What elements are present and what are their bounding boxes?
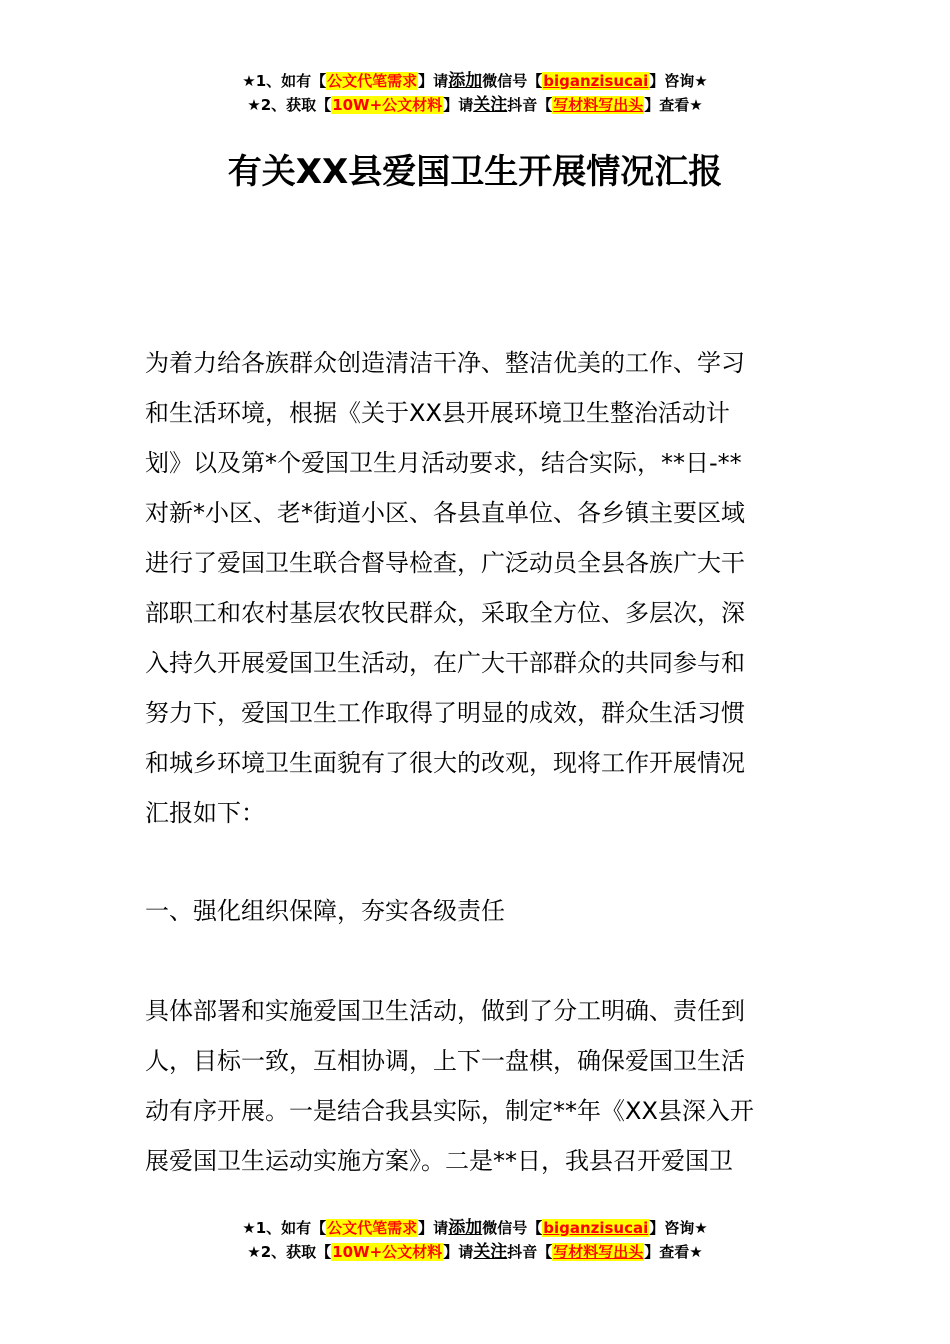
- banner-emphasis-follow: 关注: [473, 1242, 508, 1262]
- banner-highlight-materials: 10W+公文材料: [332, 1243, 443, 1261]
- banner-highlight-wechat-id: biganzisucai: [543, 1219, 649, 1237]
- banner-highlight-materials: 10W+公文材料: [332, 96, 443, 114]
- footer-banner: [0, 1216, 950, 1264]
- document-title: 有关XX县爱国卫生开展情况汇报: [227, 152, 723, 192]
- banner-highlight-douyin: 写材料写出头: [553, 96, 644, 114]
- intro-paragraph: 为着力给各族群众创造清洁干净、整洁优美的工作、学习 和生活环境，根据《关于XX县开展环境卫生整治活动计 划》以及第*个爱国卫生月活动要求，结合实际，**日-** 对新*小区、老*街道小区、各县直单位、各乡镇主要区域 进行了爱国卫生联合督导检查，广泛动员全县各族广大干 部职工和农村基层农牧民群众，采取全方位、多层次，深 入持久开展爱国卫生活动，在广大干部群众的共同参与和 努力下，爱国卫生工作取得了明显的成效，群众生活习惯 和城乡环境卫生面貌有了很大的改观，现将工作开展情况 汇报如下：: [145, 349, 745, 827]
- section-1-paragraph: 具体部署和实施爱国卫生活动，做到了分工明确、责任到 人，目标一致，互相协调，上下一盘棋，确保爱国卫生活 动有序开展。一是结合我县实际，制定**年《XX县深入开 展爱国卫生运动实施方案》。二是**日，我县召开爱国卫: [145, 997, 754, 1175]
- banner-emphasis-add: 添加: [448, 71, 483, 91]
- header-banner: [0, 69, 950, 117]
- banner-highlight-service: 公文代笔需求: [327, 72, 418, 90]
- banner-emphasis-follow: 关注: [473, 95, 508, 115]
- banner-highlight-service: 公文代笔需求: [327, 1219, 418, 1237]
- banner-emphasis-add: 添加: [448, 1218, 483, 1238]
- banner-highlight-wechat-id: biganzisucai: [543, 72, 649, 90]
- banner-line-1: ★1、如有【公文代笔需求】请添加微信号【biganzisucai】咨询★: [242, 1218, 708, 1238]
- banner-line-2: ★2、获取【10W+公文材料】请关注抖音【写材料写出头】查看★: [247, 1242, 703, 1262]
- banner-line-1: ★1、如有【公文代笔需求】请添加微信号【biganzisucai】咨询★: [242, 71, 708, 91]
- section-heading-1: 一、强化组织保障，夯实各级责任: [145, 897, 505, 925]
- banner-highlight-douyin: 写材料写出头: [553, 1243, 644, 1261]
- banner-line-2: ★2、获取【10W+公文材料】请关注抖音【写材料写出头】查看★: [247, 95, 703, 115]
